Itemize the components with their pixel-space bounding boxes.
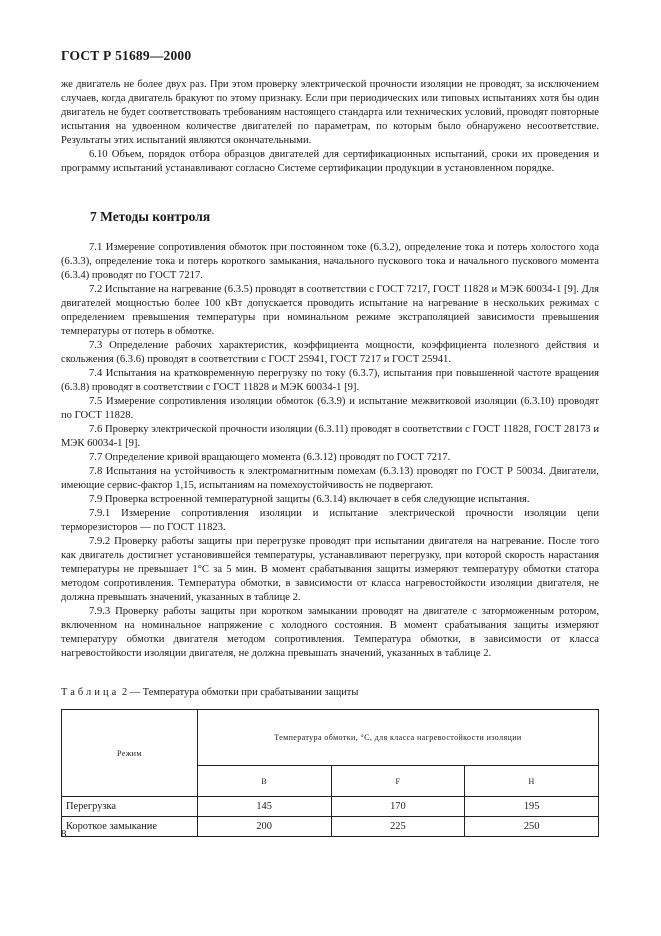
temperature-group-header: Температура обмотки, °С, для класса нагревостойкости изоляции [197,710,598,766]
cell-value: 170 [331,797,465,817]
mode-column-header: Режим [62,710,198,797]
table-row [62,797,599,817]
paragraph: же двигатель не более двух раз. При этом проверку электрической прочности изоляции не проводят, за исключением случаев, когда двигатель бракуют по этому признаку. Если при периодических или типовых испытаниях хотя бы один двигатель не будет соответствовать требованиям настоящего стандарта или технических условий, проводят повторные испытания на удвоенном количестве двигателей по параметрам, по которым было обнаружено несоответствие. Результаты этих испытаний являются окончательными. [61,79,599,146]
paragraph: 7.5 Измерение сопротивления изоляции обмоток (6.3.9) и испытание межвитковой изоляции (6.3.10) проводят по ГОСТ 11828. [61,396,599,421]
table-caption-label: Таблица [61,687,120,698]
paragraph: 7.9 Проверка встроенной температурной защиты (6.3.14) включает в себя следующие испытания. [89,494,530,505]
page-number: 8 [61,828,67,840]
cell-value: 225 [331,817,465,837]
paragraph: 7.9.3 Проверку работы защиты при коротком замыкании проводят на двигателе с заторможенным ротором, включенном на номинальное напряжение с холодного состояния. В момент срабатывания защиты измеряют температуру обмотки двигателя методом сопротивления. Температура обмотки, в зависимости от класса нагревостойкости изоляции двигателя, не должна превышать значений, указанных в таблице 2. [61,606,599,659]
intro-text [61,78,599,176]
class-header-b: В [197,766,331,797]
table-row [62,817,599,837]
paragraph: 7.7 Определение кривой вращающего момента (6.3.12) проводят по ГОСТ 7217. [89,452,451,463]
paragraph: 7.8 Испытания на устойчивость к электромагнитным помехам (6.3.13) проводят по ГОСТ Р 50034. Двигатели, имеющие сервис-фактор 1,15, испытаниям на помехоустойчивость не подвергают. [61,466,599,491]
paragraph: 7.2 Испытание на нагревание (6.3.5) проводят в соответствии с ГОСТ 7217, ГОСТ 11828 и МЭК 60034-1 [9]. Для двигателей мощностью более 100 кВт допускается проводить испытание на нагревание в нескольких режимах с определением превышения температуры при номинальном режиме экстраполяцией зависимости превышения температуры от потерь в обмотке. [61,284,599,337]
cell-value: 250 [465,817,599,837]
row-mode: Короткое замыкание [62,817,198,837]
row-mode: Перегрузка [62,797,198,817]
paragraph: 7.9.2 Проверку работы защиты при перегрузке проводят при испытании двигателя на нагревание. После того как двигатель достигнет установившейся температуры, устанавливают перегрузку, при которой скорость нарастания температуры не превышает 1°С за 5 мин. В момент срабатывания защиты измеряют температуру обмотки статора методом сопротивления. Температура обмотки, в зависимости от класса нагревостойкости изоляции двигателя, не должна превышать значений, указанных в таблице 2. [61,536,599,603]
paragraph: 6.10 Объем, порядок отбора образцов двигателей для сертификационных испытаний, сроки их проведения и программу испытаний устанавливают согласно Системе сертификации продукции в установленном порядке. [61,149,599,174]
paragraph: 7.6 Проверку электрической прочности изоляции (6.3.11) проводят в соответствии с ГОСТ 11828, ГОСТ 28173 и МЭК 60034-1 [9]. [61,424,599,449]
table-caption [61,687,358,698]
paragraph: 7.1 Измерение сопротивления обмоток при постоянном токе (6.3.2), определение тока и потерь холостого хода (6.3.3), определение тока и потерь короткого замыкания, начального пускового тока и начального пускового момента (6.3.4) проводят по ГОСТ 7217. [61,242,599,281]
cell-value: 195 [465,797,599,817]
paragraph: 7.3 Определение рабочих характеристик, коэффициента мощности, коэффициента полезного действия и скольжения (6.3.6) проводят в соответствии с ГОСТ 25941, ГОСТ 7217 и ГОСТ 25941. [61,340,599,365]
cell-value: 145 [197,797,331,817]
class-header-f: F [331,766,465,797]
class-header-h: Н [465,766,599,797]
temperature-table [61,709,599,837]
document-header: ГОСТ Р 51689—2000 [61,48,192,63]
cell-value: 200 [197,817,331,837]
table-caption-text: 2 — Температура обмотки при срабатывании защиты [121,687,359,698]
paragraph: 7.9.1 Измерение сопротивления изоляции и испытание электрической прочности изоляции цепи терморезисторов — по ГОСТ 11823. [61,508,599,533]
section-body [61,241,599,661]
section-title: 7 Методы контроля [90,209,211,224]
paragraph: 7.4 Испытания на кратковременную перегрузку по току (6.3.7), испытания при повышенной частоте вращения (6.3.8) проводят в соответствии с ГОСТ 11828 и МЭК 60034-1 [9]. [61,368,599,393]
